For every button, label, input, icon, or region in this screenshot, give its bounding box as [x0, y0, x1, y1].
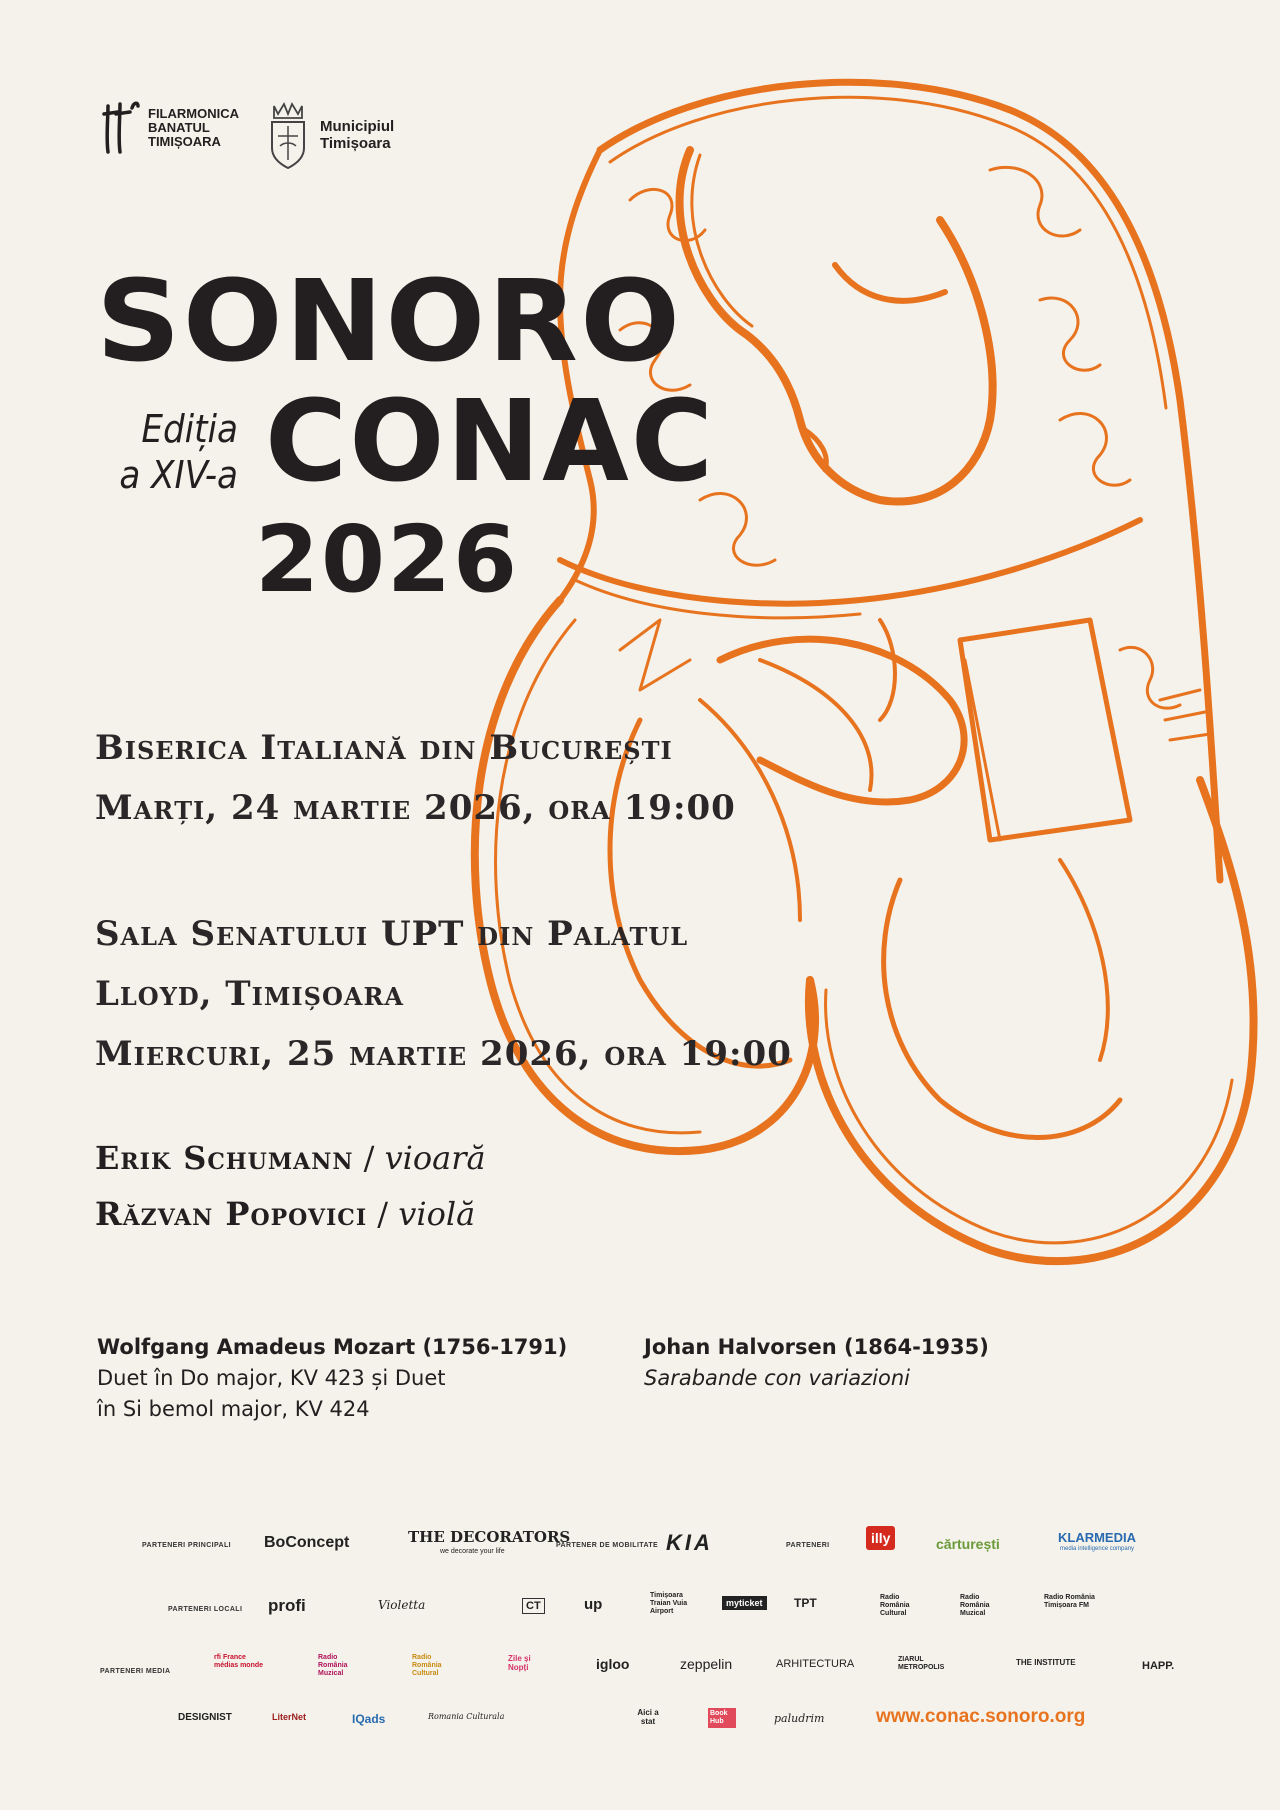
- partner-myticket: myticket: [722, 1596, 767, 1610]
- event-2-venue-line-1: Sala Senatului UPT din Palatul: [95, 914, 689, 954]
- partner-romania-culturala: Romania Culturala: [428, 1712, 505, 1721]
- title-sonoro: SONORO: [96, 257, 683, 387]
- partner-zile-nopti: Zile și Nopți: [508, 1654, 531, 1672]
- partner-decorators: THE DECORATORS: [408, 1528, 571, 1546]
- label-parteneri-media: PARTENERI MEDIA: [100, 1668, 171, 1675]
- program-2-work: Sarabande con variazioni: [644, 1366, 910, 1390]
- performers: [95, 1130, 486, 1242]
- label-parteneri: PARTENERI: [786, 1542, 830, 1549]
- event-2-venue-line-2: Lloyd, Timișoara: [95, 974, 405, 1014]
- filarmonica-line-2: BANATUL: [148, 120, 210, 135]
- municipiul-line-2: Timișoara: [320, 135, 391, 152]
- edition-label: [108, 406, 238, 498]
- edition-line-2: a XIV-a: [119, 453, 238, 497]
- program-mozart: [97, 1332, 567, 1425]
- partner-rr-cultural: Radio România Cultural: [880, 1594, 910, 1617]
- partner-violetta: Violetta: [378, 1598, 426, 1612]
- title-year: 2026: [255, 506, 520, 613]
- partner-book-hub: Book Hub: [708, 1708, 736, 1728]
- partner-iqads: IQads: [352, 1712, 386, 1726]
- partner-klarmedia: KLARMEDIA: [1058, 1530, 1136, 1545]
- partner-arhitectura: ARHITECTURA: [776, 1658, 855, 1670]
- program-halvorsen: [644, 1332, 989, 1394]
- filarmonica-logo: [100, 98, 239, 158]
- partner-profi: profi: [268, 1596, 306, 1615]
- filarmonica-line-1: FILARMONICA: [148, 106, 239, 121]
- partner-metropolis: ZIARUL METROPOLIS: [898, 1656, 945, 1671]
- partner-klarmedia-tagline: media intelligence company: [1060, 1546, 1135, 1552]
- partner-ct: CT: [522, 1598, 545, 1614]
- label-partener-mobilitate: PARTENER DE MOBILITATE: [556, 1542, 659, 1549]
- performer-1: Erik Schumann / vioară: [95, 1139, 486, 1177]
- partner-tpt: TPT: [794, 1596, 817, 1610]
- partner-rr-cultural-media: Radio România Cultural: [412, 1654, 442, 1677]
- partner-liternet: LiterNet: [272, 1712, 307, 1722]
- partner-zeppelin: zeppelin: [680, 1656, 733, 1672]
- partner-rr-timisoara: Radio România Timișoara FM: [1044, 1594, 1095, 1609]
- program-1-composer: Wolfgang Amadeus Mozart (1756-1791): [97, 1335, 568, 1359]
- program-1-work-line-2: în Si bemol major, KV 424: [97, 1397, 370, 1421]
- event-timisoara: [95, 904, 792, 1084]
- event-1-venue: Biserica Italiană din București: [95, 728, 673, 768]
- partner-happ: HAPP.: [1142, 1660, 1175, 1672]
- municipiul-logo: [266, 100, 394, 170]
- partner-boconcept: BoConcept: [264, 1534, 350, 1551]
- partner-carturesti: cărturești: [936, 1536, 1000, 1552]
- partners-row-1: [0, 1526, 1280, 1566]
- performer-1-name: Erik Schumann: [95, 1139, 354, 1177]
- edition-line-1: Ediția: [141, 407, 238, 451]
- partner-rfi: rfi France médias monde: [214, 1654, 264, 1669]
- performer-1-role: vioară: [384, 1139, 486, 1177]
- label-parteneri-locali: PARTENERI LOCALI: [168, 1606, 243, 1613]
- partners-row-3: [0, 1646, 1280, 1686]
- partner-igloo: igloo: [596, 1656, 630, 1672]
- performer-2-role: violă: [398, 1195, 476, 1233]
- event-bucuresti: [95, 718, 736, 838]
- label-parteneri-principali: PARTENERI PRINCIPALI: [142, 1542, 232, 1549]
- partner-rr-muzical-media: Radio România Muzical: [318, 1654, 348, 1677]
- partner-paludrim: paludrim: [774, 1712, 825, 1725]
- partner-aici-a-stat: Aici a stat: [637, 1708, 659, 1726]
- program-2-composer: Johan Halvorsen (1864-1935): [644, 1335, 989, 1359]
- partner-decorators-tagline: we decorate your life: [440, 1548, 505, 1555]
- partner-the-institute: THE INSTITUTE: [1016, 1658, 1076, 1667]
- program-1-work-line-1: Duet în Do major, KV 423 și Duet: [97, 1366, 446, 1390]
- event-1-date: Marți, 24 martie 2026, ora 19:00: [95, 788, 736, 828]
- partners-row-2: [0, 1588, 1280, 1628]
- partner-up: up: [584, 1596, 603, 1613]
- event-2-date: Miercuri, 25 martie 2026, ora 19:00: [95, 1034, 792, 1074]
- title-conac: CONAC: [265, 377, 716, 507]
- filarmonica-monogram-icon: [100, 98, 140, 158]
- municipiul-line-1: Municipiul: [320, 118, 395, 135]
- partner-rr-muzical: Radio România Muzical: [960, 1594, 990, 1617]
- website-link[interactable]: www.conac.sonoro.org: [876, 1706, 1086, 1727]
- partners-row-4: [0, 1700, 1280, 1740]
- partner-designist: DESIGNIST: [178, 1712, 232, 1723]
- partner-illy: illy: [866, 1526, 895, 1550]
- filarmonica-line-3: TIMIȘOARA: [148, 134, 221, 149]
- partner-airport: Timișoara Traian Vuia Airport: [650, 1592, 688, 1615]
- partner-kia: KIA: [666, 1530, 713, 1555]
- coat-of-arms-icon: [266, 100, 310, 170]
- performer-2: Răzvan Popovici / violă: [95, 1195, 476, 1233]
- performer-2-name: Răzvan Popovici: [95, 1195, 368, 1233]
